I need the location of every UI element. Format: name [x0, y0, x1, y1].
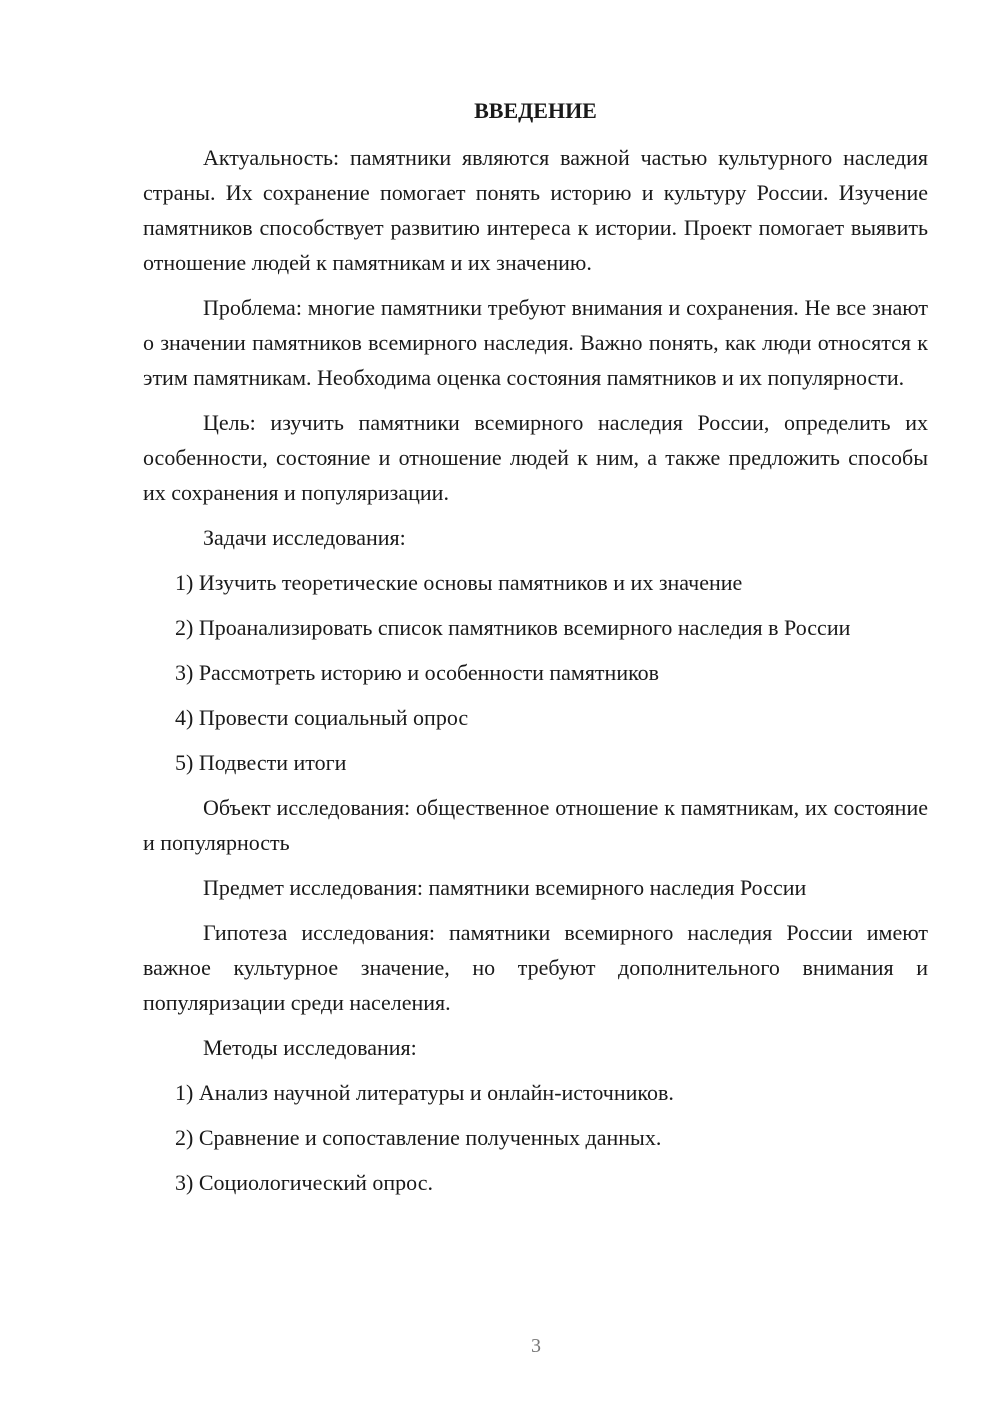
task-item-2: 2) Проанализировать список памятников всемирного наследия в России [175, 615, 851, 640]
task-item-4: 4) Провести социальный опрос [175, 705, 469, 730]
goal-paragraph: Цель: изучить памятники всемирного наследия России, определить их особенности, состояние и отношение людей к ним, а также предложить способы их сохранения и популяризации. [143, 410, 928, 505]
task-item-3: 3) Рассмотреть историю и особенности памятников [175, 660, 660, 685]
relevance-paragraph: Актуальность: памятники являются важной частью культурного наследия страны. Их сохранение помогает понять историю и культуру России. Изучение памятников способствует развитию интереса к истории. Проект помогает выявить отношение людей к памятникам и их значению. [143, 145, 928, 275]
object-paragraph: Объект исследования: общественное отношение к памятникам, их состояние и популярность [143, 795, 928, 855]
task-item-5: 5) Подвести итоги [175, 750, 347, 775]
problem-paragraph: Проблема: многие памятники требуют внимания и сохранения. Не все знают о значении памятников всемирного наследия. Важно понять, как люди относятся к этим памятникам. Необходима оценка состояния памятников и их популярности. [143, 295, 928, 390]
hypothesis-paragraph: Гипотеза исследования: памятники всемирного наследия России имеют важное культурное значение, но требуют дополнительного внимания и популяризации среди населения. [143, 920, 928, 1015]
method-item-2: 2) Сравнение и сопоставление полученных данных. [175, 1125, 662, 1150]
tasks-heading: Задачи исследования: [203, 525, 406, 550]
page-title: ВВЕДЕНИЕ [474, 98, 597, 123]
method-item-1: 1) Анализ научной литературы и онлайн-источников. [175, 1080, 674, 1105]
method-item-3: 3) Социологический опрос. [175, 1170, 433, 1195]
subject-paragraph: Предмет исследования: памятники всемирного наследия России [203, 875, 807, 900]
methods-heading: Методы исследования: [203, 1035, 417, 1060]
page-number: 3 [531, 1335, 541, 1357]
task-item-1: 1) Изучить теоретические основы памятников и их значение [175, 570, 743, 595]
page-content [143, 96, 928, 1210]
